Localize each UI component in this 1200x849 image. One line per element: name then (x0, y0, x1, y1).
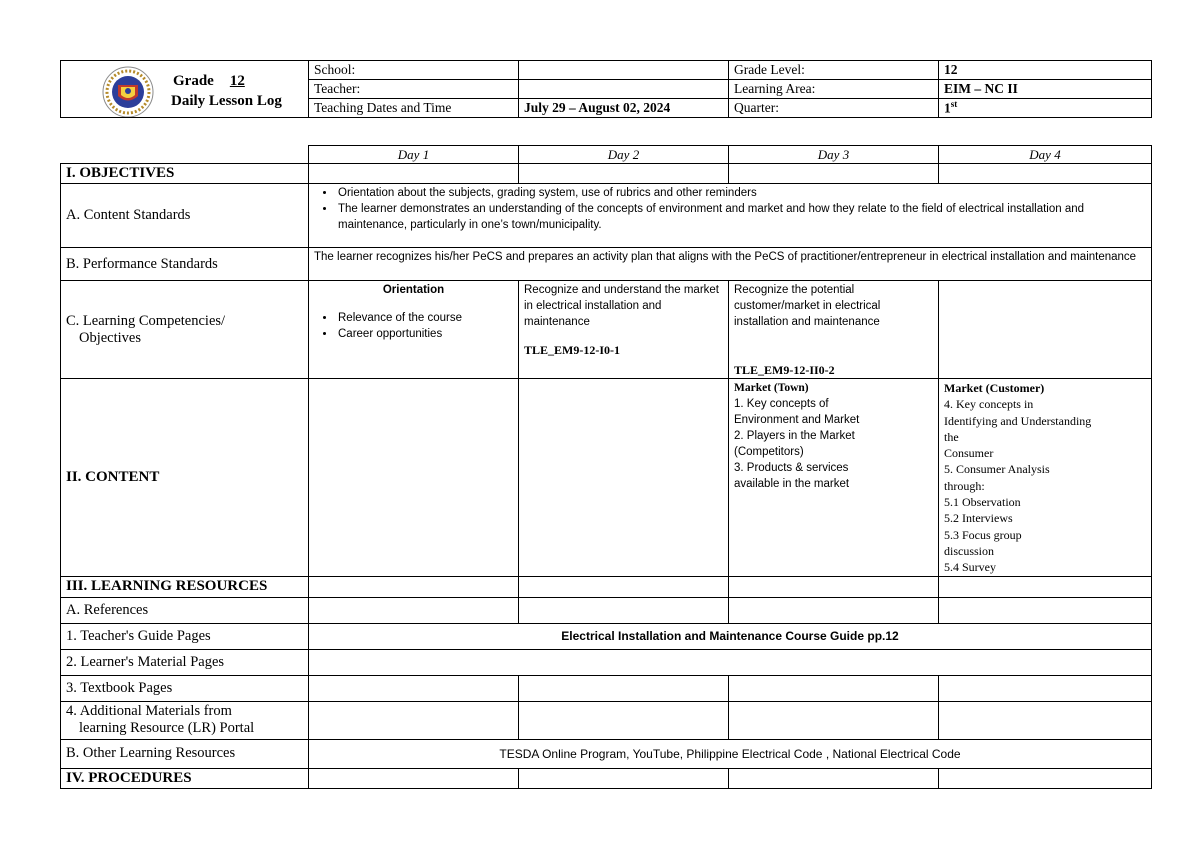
quarter-label: Quarter: (729, 99, 939, 118)
competencies-day2-text: Recognize and understand the market in electrical installation and maintenance (524, 284, 719, 328)
quarter-number: 1 (944, 100, 951, 116)
content-day4-line-1: 4. Key concepts in (944, 397, 1034, 412)
references-day3 (729, 597, 939, 623)
textbook-day2 (519, 675, 729, 701)
grade-value: 12 (229, 73, 245, 89)
references-label: A. References (61, 597, 309, 623)
learning-resources-heading: III. LEARNING RESOURCES (61, 576, 309, 597)
lr-day4 (939, 576, 1152, 597)
content-day4-line-7: 5.1 Observation (944, 495, 1021, 510)
learning-area-value: EIM – NC II (939, 80, 1152, 99)
content-day4-line-10: discussion (944, 543, 995, 558)
content-heading: II. CONTENT (61, 379, 309, 577)
lesson-table (60, 145, 1152, 789)
grade-level-value: 12 (939, 61, 1152, 80)
procedures-day4 (939, 768, 1152, 788)
lr-day3 (729, 576, 939, 597)
references-day4 (939, 597, 1152, 623)
objectives-day1 (309, 164, 519, 184)
content-standards-text (309, 184, 1152, 248)
teaching-dates-label: Teaching Dates and Time (309, 99, 519, 118)
content-day4-line-5: 5. Consumer Analysis (944, 462, 1050, 477)
learning-area-label: Learning Area: (729, 80, 939, 99)
quarter-value (939, 99, 1152, 118)
teachers-guide-text: Electrical Installation and Maintenance Course Guide pp.12 (309, 623, 1152, 649)
content-day4-line-3: the (944, 429, 959, 444)
content-day3-line-1: 1. Key concepts of (734, 398, 829, 410)
additional-materials-line1: 4. Additional Materials from (66, 703, 232, 720)
competencies-day2-code: TLE_EM9-12-I0-1 (524, 343, 620, 357)
performance-standards-text: The learner recognizes his/her PeCS and prepares an activity plan that aligns with the PeCS of practitioner/entrepreneur in electrical installation and maintenance (309, 248, 1152, 281)
teacher-label: Teacher: (309, 80, 519, 99)
teacher-value (519, 80, 729, 99)
additional-day3 (729, 701, 939, 739)
additional-day2 (519, 701, 729, 739)
content-day3 (729, 379, 939, 577)
objectives-heading: I. OBJECTIVES (61, 164, 309, 184)
textbook-day1 (309, 675, 519, 701)
school-label: School: (309, 61, 519, 80)
content-day3-line-4: (Competitors) (734, 446, 804, 458)
additional-day4 (939, 701, 1152, 739)
performance-standards-label: B. Performance Standards (61, 248, 309, 281)
content-day3-line-3: 2. Players in the Market (734, 430, 855, 442)
grade-label: Grade (173, 73, 214, 89)
competencies-day1 (309, 281, 519, 379)
content-day4-title: Market (Customer) (944, 381, 1045, 395)
grade-level-label: Grade Level: (729, 61, 939, 80)
competencies-day1-item-1: • Relevance of the course (336, 310, 513, 326)
lr-day1 (309, 576, 519, 597)
content-day3-title: Market (Town) (734, 382, 809, 394)
competencies-label-line1: C. Learning Competencies/ (66, 312, 226, 329)
content-day1 (309, 379, 519, 577)
content-day4-line-4: Consumer (944, 446, 994, 461)
procedures-day3 (729, 768, 939, 788)
objectives-day4 (939, 164, 1152, 184)
school-value (519, 61, 729, 80)
day-header-blank (61, 146, 309, 164)
procedures-day2 (519, 768, 729, 788)
textbook-day4 (939, 675, 1152, 701)
content-standards-label: A. Content Standards (61, 184, 309, 248)
content-standards-bullet-2: • The learner demonstrates an understanding of the concepts of environment and market and how they relate to the field of electrical installation and maintenance, particularly in one’s town/municipality. (336, 201, 1146, 233)
content-day4-line-6: through: (944, 478, 985, 493)
objectives-day2 (519, 164, 729, 184)
content-day4 (939, 379, 1152, 577)
competencies-day3-code: TLE_EM9-12-II0-2 (734, 363, 835, 377)
objectives-day3 (729, 164, 939, 184)
log-title: Daily Lesson Log (171, 93, 282, 109)
other-resources-text: TESDA Online Program, YouTube, Philippine Electrical Code , National Electrical Code (309, 739, 1152, 768)
content-standards-bullet-1: • Orientation about the subjects, grading system, use of rubrics and other reminders (336, 185, 1146, 201)
competencies-day3-text: Recognize the potential customer/market in electrical installation and maintenance (734, 284, 881, 328)
content-day4-line-9: 5.3 Focus group (944, 527, 1022, 542)
competencies-label (61, 281, 309, 379)
day-2-header: Day 2 (519, 146, 729, 164)
competencies-label-line2: Objectives (79, 329, 142, 346)
content-day3-line-2: Environment and Market (734, 414, 860, 426)
deped-seal-icon (101, 65, 155, 118)
day-3-header: Day 3 (729, 146, 939, 164)
references-day1 (309, 597, 519, 623)
textbook-label: 3. Textbook Pages (61, 675, 309, 701)
content-day3-line-5: 3. Products & services (734, 462, 849, 474)
day-1-header: Day 1 (309, 146, 519, 164)
teaching-dates-value: July 29 – August 02, 2024 (519, 99, 729, 118)
procedures-heading: IV. PROCEDURES (61, 768, 309, 788)
content-day4-line-11: 5.4 Survey (944, 560, 996, 575)
day-4-header: Day 4 (939, 146, 1152, 164)
quarter-suffix: st (950, 99, 958, 110)
header-table (60, 60, 1152, 118)
competencies-day3 (729, 281, 939, 379)
lr-day2 (519, 576, 729, 597)
content-day2 (519, 379, 729, 577)
textbook-day3 (729, 675, 939, 701)
competencies-day4 (939, 281, 1152, 379)
other-resources-label: B. Other Learning Resources (61, 739, 309, 768)
teachers-guide-label: 1. Teacher's Guide Pages (61, 623, 309, 649)
competencies-day1-item-2: • Career opportunities (336, 326, 513, 342)
learners-material-label: 2. Learner's Material Pages (61, 649, 309, 675)
procedures-day1 (309, 768, 519, 788)
content-day3-line-6: available in the market (734, 478, 850, 490)
content-day4-line-2: Identifying and Understanding (944, 413, 1092, 428)
additional-day1 (309, 701, 519, 739)
competencies-day2 (519, 281, 729, 379)
content-day4-line-8: 5.2 Interviews (944, 511, 1013, 526)
references-day2 (519, 597, 729, 623)
additional-materials-label (61, 701, 309, 739)
header-logo-cell (61, 61, 309, 118)
competencies-day1-title: Orientation (382, 284, 445, 296)
additional-materials-line2: learning Resource (LR) Portal (79, 720, 255, 737)
learners-material-value (309, 649, 1152, 675)
